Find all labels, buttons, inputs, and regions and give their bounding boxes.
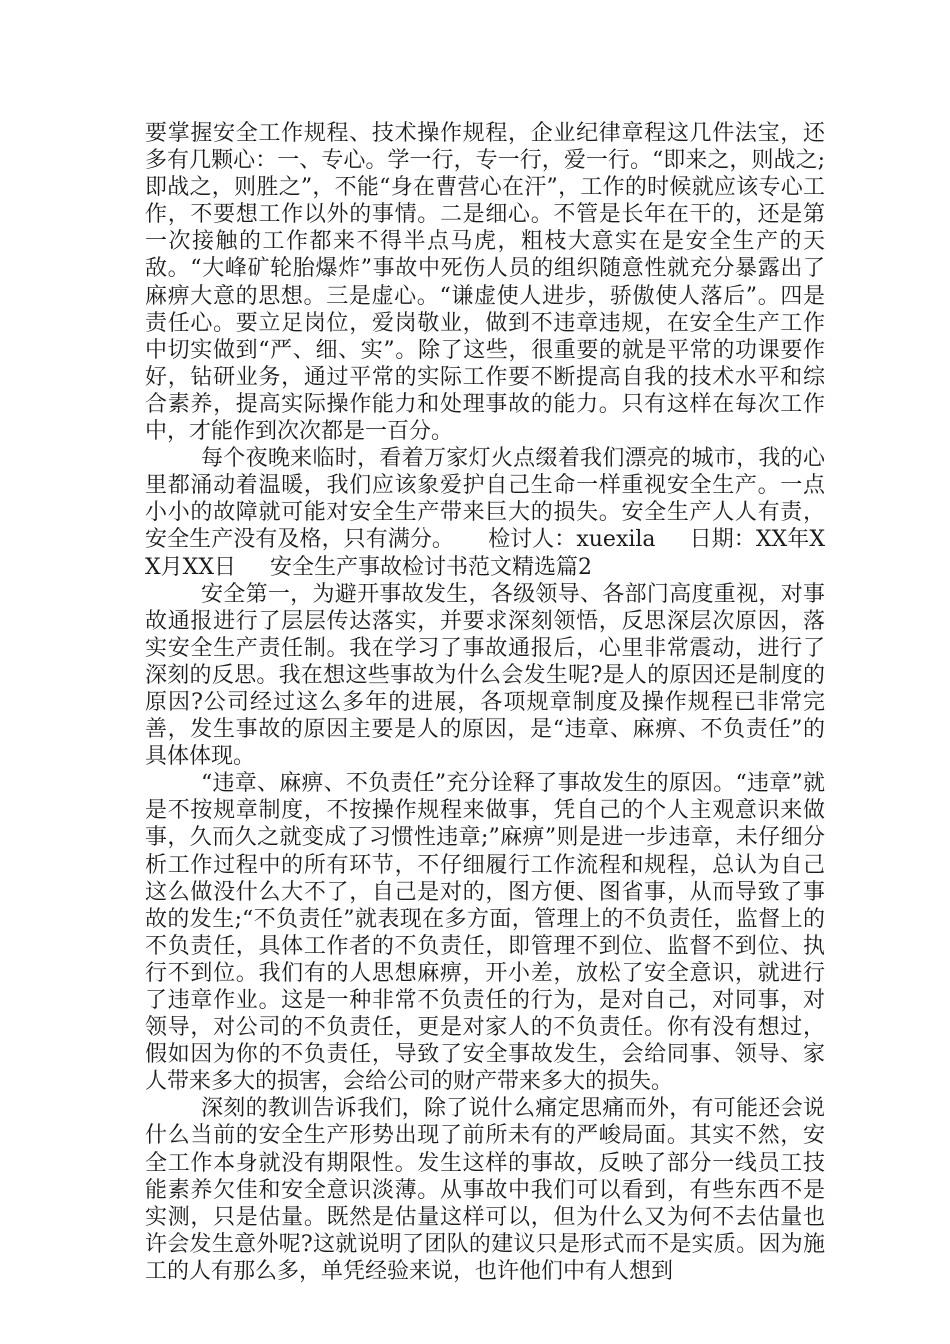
paragraph-5: 深刻的教训告诉我们，除了说什么痛定思痛而外，有可能还会说什么当前的安全生产形势出现了前所未有的严峻局面。其实不然，安全工作本身就没有期限性。发生这样的事故，反映了部分一线员工技能素养欠佳和安全意识淡薄。从事故中我们可以看到，有些东西不是实测，只是估量。既然是估量这样可以，但为什么又为何不去估量也许会发生意外呢?这就说明了团队的建议只是形式而不是实质。因为施工的人有那么多，单凭经验来说，也许他们中有人想到 (145, 1096, 825, 1284)
document-page (145, 120, 825, 1285)
section-title: 安全生产事故检讨书范文精选篇2 (270, 554, 592, 580)
paragraph-2-text: 每个夜晚来临时，看着万家灯火点缀着我们漂亮的城市，我的心里都涌动着温暖，我们应该象爱护自己生命一样重视安全生产。一点小小的故障就可能对安全生产带来巨大的损失。安全生产人人有责，安全生产没有及格，只有满分。 (145, 446, 825, 553)
paragraph-3: 安全第一，为避开事故发生，各级领导、各部门高度重视，对事故通报进行了层层传达落实，并要求深刻领悟，反思深层次原因，落实安全生产责任制。我在学习了事故通报后，心里非常震动，进行了深刻的反思。我在想这些事故为什么会发生呢?是人的原因还是制度的原因?公司经过这么多年的进展，各项规章制度及操作规程已非常完善，发生事故的原因主要是人的原因，是“违章、麻痹、不负责任”的具体体现。 (145, 581, 825, 770)
reviewer-signature: 检讨人：xuexila (488, 527, 656, 553)
paragraph-1: 要掌握安全工作规程、技术操作规程，企业纪律章程这几件法宝，还多有几颗心：一、专心。学一行，专一行，爱一行。“即来之，则战之;即战之，则胜之”，不能“身在曹营心在汗”，工作的时候就应该专心工作，不要想工作以外的事情。二是细心。不管是长年在干的，还是第一次接触的工作都来不得半点马虎，粗枝大意实在是安全生产的天敌。“大峰矿轮胎爆炸”事故中死伤人员的组织随意性就充分暴露出了麻痹大意的思想。三是虚心。“谦虚使人进步，骄傲使人落后”。四是责任心。要立足岗位，爱岗敬业，做到不违章违规，在安全生产工作中切实做到“严、细、实”。除了这些，很重要的就是平常的功课要作好，钻研业务，通过平常的实际工作要不断提高自我的技术水平和综合素养，提高实际操作能力和处理事故的能力。只有这样在每次工作中，才能作到次次都是一百分。 (145, 121, 825, 445)
paragraph-2 (145, 445, 825, 580)
signature-date: 日期：XX年XX月XX日 (145, 527, 825, 580)
paragraph-4: “违章、麻痹、不负责任”充分诠释了事故发生的原因。“违章”就是不按规章制度，不按操作规程来做事，凭自己的个人主观意识来做事，久而久之就变成了习惯性违章;”麻痹”则是进一步违章，未仔细分析工作过程中的所有环节，不仔细履行工作流程和规程，总认为自己这么做没什么大不了，自己是对的，图方便、图省事，从而导致了事故的发生;“不负责任”就表现在多方面，管理上的不负责任，监督上的不负责任，具体工作者的不负责任，即管理不到位、监督不到位、执行不到位。我们有的人思想麻痹，开小差，放松了安全意识，就进行了违章作业。这是一种非常不负责任的行为，是对自己，对同事，对领导，对公司的不负责任，更是对家人的不负责任。你有没有想过，假如因为你的不负责任，导致了安全事故发生，会给同事、领导、家人带来多大的损害，会给公司的财产带来多大的损失。 (145, 771, 825, 1095)
